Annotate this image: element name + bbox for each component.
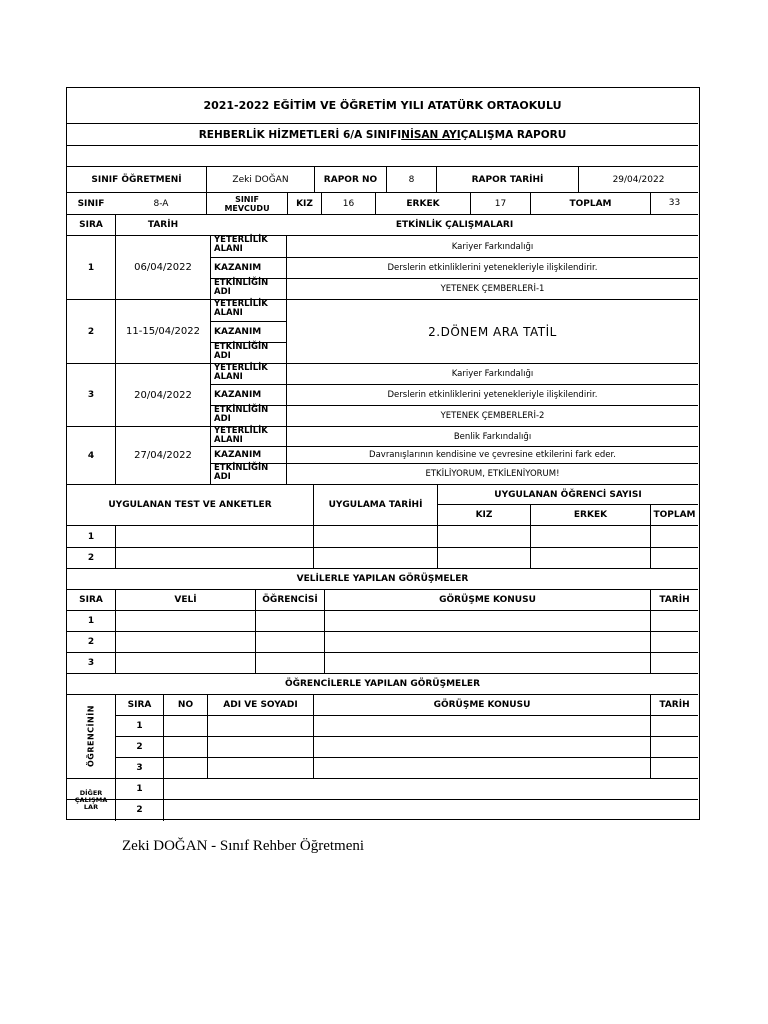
activity-no: 2 bbox=[87, 326, 95, 337]
activity-name-label: ETKİNLİĞİN ADI bbox=[214, 342, 269, 361]
tests-header: UYGULANAN TEST VE ANKETLER bbox=[108, 500, 272, 510]
report-no-label: RAPOR NO bbox=[323, 174, 378, 185]
competence-value: Kariyer Farkındalığı bbox=[451, 369, 534, 379]
student-count-header: UYGULANAN ÖĞRENCİ SAYISI bbox=[494, 489, 642, 500]
holiday-text: 2.DÖNEM ARA TATİL bbox=[428, 324, 557, 339]
competence-label: YETERLİLİK ALANI bbox=[214, 363, 268, 382]
activity-name-value: YETENEK ÇEMBERLERİ-2 bbox=[440, 411, 545, 421]
students-row-no: 2 bbox=[136, 742, 143, 752]
report-date-value: 29/04/2022 bbox=[612, 174, 665, 185]
parents-sira-header: SIRA bbox=[79, 595, 103, 605]
kazanim-label: KAZANIM bbox=[214, 327, 262, 337]
kazanim-label: KAZANIM bbox=[214, 390, 262, 400]
report-subtitle: REHBERLİK HİZMETLERİ 6/A SINIFI NİSAN AYI ÇALIŞMA RAPORU bbox=[198, 128, 567, 141]
activity-no: 1 bbox=[87, 262, 95, 273]
activity-name-label: ETKİNLİĞİN ADI bbox=[214, 405, 269, 424]
competence-label: YETERLİLİK ALANI bbox=[214, 426, 268, 445]
kazanim-value: Davranışlarının kendisine ve çevresine etkilerini fark eder. bbox=[369, 450, 616, 460]
boys-value: 17 bbox=[494, 198, 507, 209]
competence-label: YETERLİLİK ALANI bbox=[214, 235, 268, 254]
class-size-label: SINIF MEVCUDU bbox=[224, 194, 270, 213]
girls-label: KIZ bbox=[296, 198, 313, 209]
students-date-header: TARİH bbox=[659, 700, 690, 710]
report-no-value: 8 bbox=[408, 174, 415, 185]
footer-signature: Zeki DOĞAN - Sınıf Rehber Öğretmeni bbox=[122, 838, 365, 854]
parent-header: VELİ bbox=[174, 595, 197, 605]
class-label: SINIF bbox=[77, 198, 105, 209]
kazanim-value: Derslerin etkinliklerini yetenekleriyle ilişkilendirir. bbox=[387, 263, 598, 273]
student-side-label: ÖĞRENCİNİN bbox=[86, 705, 96, 768]
kazanim-label: KAZANIM bbox=[214, 263, 262, 273]
total-label: TOPLAM bbox=[569, 198, 612, 209]
activity-name-label: ETKİNLİĞİN ADI bbox=[214, 463, 269, 482]
activities-header: ETKİNLİK ÇALIŞMALARI bbox=[395, 220, 514, 230]
competence-label: YETERLİLİK ALANI bbox=[214, 299, 268, 318]
parents-row-no: 2 bbox=[87, 637, 95, 647]
competence-value: Benlik Farkındalığı bbox=[453, 431, 532, 442]
total-value: 33 bbox=[668, 197, 681, 208]
activity-name-label: ETKİNLİĞİN ADI bbox=[214, 278, 269, 297]
activity-date: 27/04/2022 bbox=[134, 450, 192, 461]
tests-total-header: TOPLAM bbox=[653, 510, 696, 520]
students-row-no: 3 bbox=[136, 763, 143, 773]
activity-name-value: YETENEK ÇEMBERLERİ-1 bbox=[440, 284, 545, 294]
boys-label: ERKEK bbox=[406, 198, 440, 209]
competence-value: Kariyer Farkındalığı bbox=[451, 241, 534, 252]
parents-row-no: 1 bbox=[87, 616, 95, 626]
tests-row-no: 1 bbox=[87, 531, 95, 542]
parents-row-no: 3 bbox=[87, 658, 95, 668]
kazanim-value: Derslerin etkinliklerini yetenekleriyle ilişkilendirir. bbox=[387, 390, 598, 400]
students-topic-header: GÖRÜŞME KONUSU bbox=[433, 700, 531, 710]
other-row-no: 2 bbox=[136, 805, 143, 815]
teacher-value: Zeki DOĞAN bbox=[232, 174, 289, 185]
teacher-label: SINIF ÖĞRETMENİ bbox=[91, 174, 182, 185]
students-sira-header: SIRA bbox=[127, 700, 152, 710]
activity-date: 20/04/2022 bbox=[134, 389, 192, 401]
kazanim-label: KAZANIM bbox=[214, 450, 262, 460]
other-row-no: 1 bbox=[136, 784, 143, 794]
girls-value: 16 bbox=[342, 198, 355, 209]
activity-date: 11-15/04/2022 bbox=[126, 326, 200, 337]
students-no-header: NO bbox=[177, 700, 194, 710]
parents-topic-header: GÖRÜŞME KONUSU bbox=[439, 595, 536, 605]
tests-girls-header: KIZ bbox=[475, 510, 493, 520]
report-title: 2021-2022 EĞİTİM VE ÖĞRETİM YILI ATATÜRK ORTAOKULU bbox=[203, 99, 562, 112]
student-of-header: ÖĞRENCİSİ bbox=[262, 595, 318, 605]
other-side-label: DİĞER ÇALIŞMA LAR bbox=[74, 788, 108, 811]
parents-date-header: TARİH bbox=[659, 595, 690, 605]
tests-date-header: UYGULAMA TARİHİ bbox=[328, 500, 423, 510]
activity-date: 06/04/2022 bbox=[134, 262, 192, 273]
tests-boys-header: ERKEK bbox=[573, 510, 608, 520]
report-date-label: RAPOR TARİHİ bbox=[471, 174, 544, 185]
activity-no: 3 bbox=[87, 390, 95, 400]
students-name-header: ADI VE SOYADI bbox=[223, 700, 298, 710]
tests-row-no: 2 bbox=[87, 553, 95, 563]
activity-no: 4 bbox=[87, 450, 95, 461]
activity-name-value: ETKİLİYORUM, ETKİLENİYORUM! bbox=[425, 469, 560, 479]
parents-header: VELİLERLE YAPILAN GÖRÜŞMELER bbox=[296, 574, 469, 584]
students-row-no: 1 bbox=[136, 721, 143, 731]
students-header: ÖĞRENCİLERLE YAPILAN GÖRÜŞMELER bbox=[284, 679, 481, 689]
sira-header: SIRA bbox=[79, 220, 103, 230]
date-header: TARİH bbox=[147, 220, 179, 230]
report-table bbox=[66, 87, 700, 820]
class-value: 8-A bbox=[153, 198, 169, 209]
